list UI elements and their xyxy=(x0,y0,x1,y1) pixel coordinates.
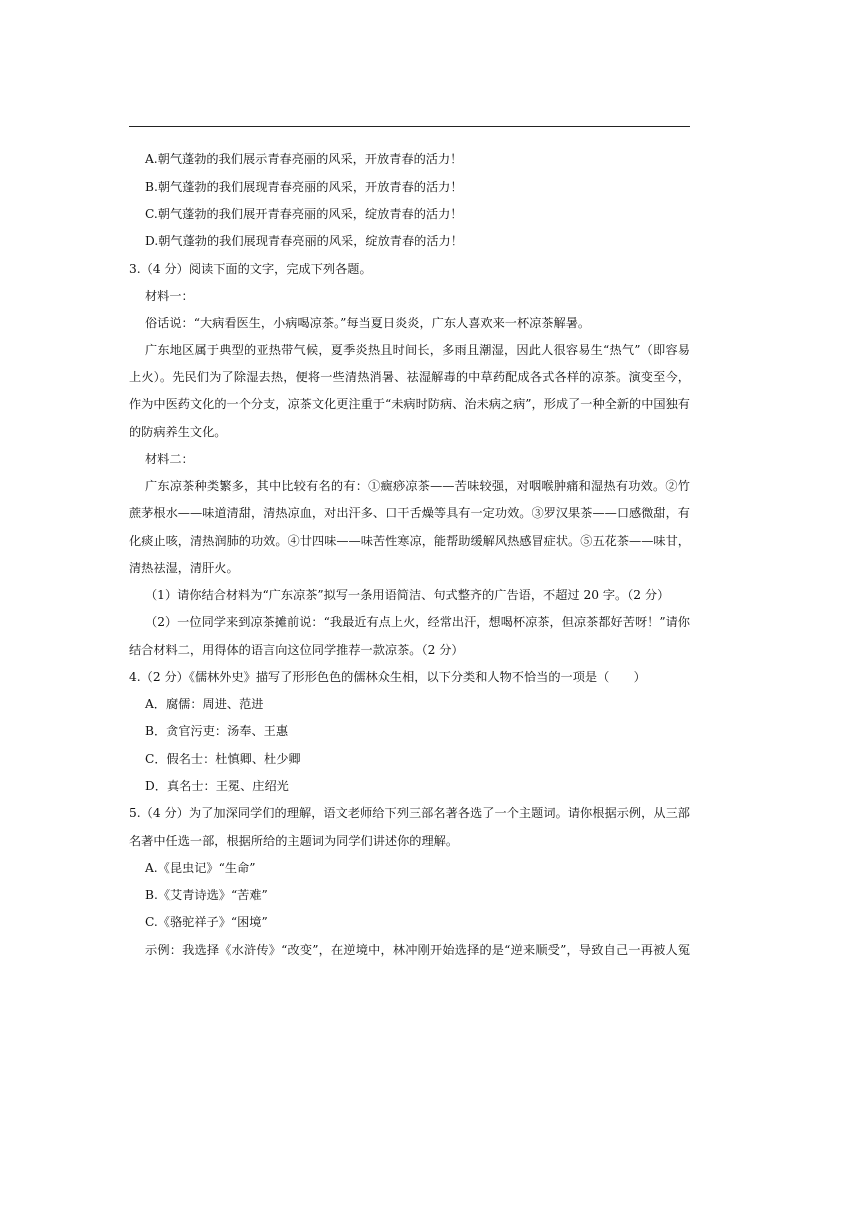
material-one-label: 材料一： xyxy=(145,289,194,303)
header-rule xyxy=(129,126,690,127)
q5-stem-line2: 名著中任选一部，根据所给的主题词为同学们讲述你的理解。 xyxy=(129,834,459,848)
q2-option-a: A.朝气蓬勃的我们展示青春亮丽的风采，开放青春的活力！ xyxy=(145,152,463,166)
q2-option-c: C.朝气蓬勃的我们展开青春亮丽的风采，绽放青春的活力！ xyxy=(145,207,463,221)
q3-sub1: （1）请你结合材料为“广东凉茶”拟写一条用语简洁、句式整齐的广告语，不超过 20 字。（2 分） xyxy=(145,588,670,602)
material-two-label: 材料二： xyxy=(145,452,194,466)
q3-sub2-line2: 结合材料二，用得体的语言向这位同学推荐一款凉茶。（2 分） xyxy=(129,643,464,657)
q4-stem: 4.（2 分）《儒林外史》描写了形形色色的儒林众生相，以下分类和人物不恰当的一项是（ ） xyxy=(129,670,646,684)
q2-option-d: D.朝气蓬勃的我们展现青春亮丽的风采，绽放青春的活力！ xyxy=(145,234,463,248)
q4-option-d: D．真名士：王冕、庄绍光 xyxy=(145,779,289,793)
q2-option-b: B.朝气蓬勃的我们展现青春亮丽的风采，开放青春的活力！ xyxy=(145,180,463,194)
material-one-para2-line3: 作为中医药文化的一个分支，凉茶文化更注重于“未病时防病、治未病之病”，形成了一种全新的中国独有 xyxy=(129,397,690,411)
q5-option-b: B.《艾青诗选》“苦难” xyxy=(145,888,268,902)
q5-example-line1: 示例：我选择《水浒传》“改变”，在逆境中，林冲刚开始选择的是“逆来顺受”，导致自己一再被人冤 xyxy=(145,943,690,957)
material-two-line3: 化痰止咳，清热润肺的功效。④廿四味——味苦性寒凉，能帮助缓解风热感冒症状。⑤五花茶——味甘， xyxy=(129,534,690,548)
material-two-line2: 蔗茅根水——味道清甜，清热凉血，对出汗多、口干舌燥等具有一定功效。③罗汉果茶——口感微甜，有 xyxy=(129,506,690,520)
q3-sub2-line1: （2）一位同学来到凉茶摊前说：“我最近有点上火，经常出汗，想喝杯凉茶，但凉茶都好苦呀！”请你 xyxy=(145,615,690,629)
q5-option-a: A.《昆虫记》“生命” xyxy=(145,861,256,875)
material-one-para2-line4: 的防病养生文化。 xyxy=(129,425,227,439)
material-two-line4: 清热祛湿，清肝火。 xyxy=(129,561,239,575)
q5-option-c: C.《骆驼祥子》“困境” xyxy=(145,915,268,929)
material-two-line1: 广东凉茶种类繁多，其中比较有名的有：①癍痧凉茶——苦味较强，对咽喉肿痛和湿热有功效。②竹 xyxy=(145,479,690,493)
q4-option-b: B．贪官污吏：汤奉、王惠 xyxy=(145,724,289,738)
material-one-para2-line1: 广东地区属于典型的亚热带气候，夏季炎热且时间长，多雨且潮湿，因此人很容易生“热气”（即容易 xyxy=(145,343,690,357)
material-one-para2-line2: 上火）。先民们为了除湿去热，便将一些清热消暑、祛湿解毒的中草药配成各式各样的凉茶。演变至今， xyxy=(129,370,690,384)
q3-stem: 3.（4 分）阅读下面的文字，完成下列各题。 xyxy=(129,262,372,276)
material-one-para1: 俗话说：“大病看医生，小病喝凉茶。”每当夏日炎炎，广东人喜欢来一杯凉茶解暑。 xyxy=(145,316,591,330)
q4-option-c: C．假名士：杜慎卿、杜少卿 xyxy=(145,752,301,766)
q4-option-a: A．腐儒：周进、范进 xyxy=(145,697,264,711)
q5-stem-line1: 5.（4 分）为了加深同学们的理解，语文老师给下列三部名著各选了一个主题词。请你根据示例，从三部 xyxy=(129,806,690,820)
